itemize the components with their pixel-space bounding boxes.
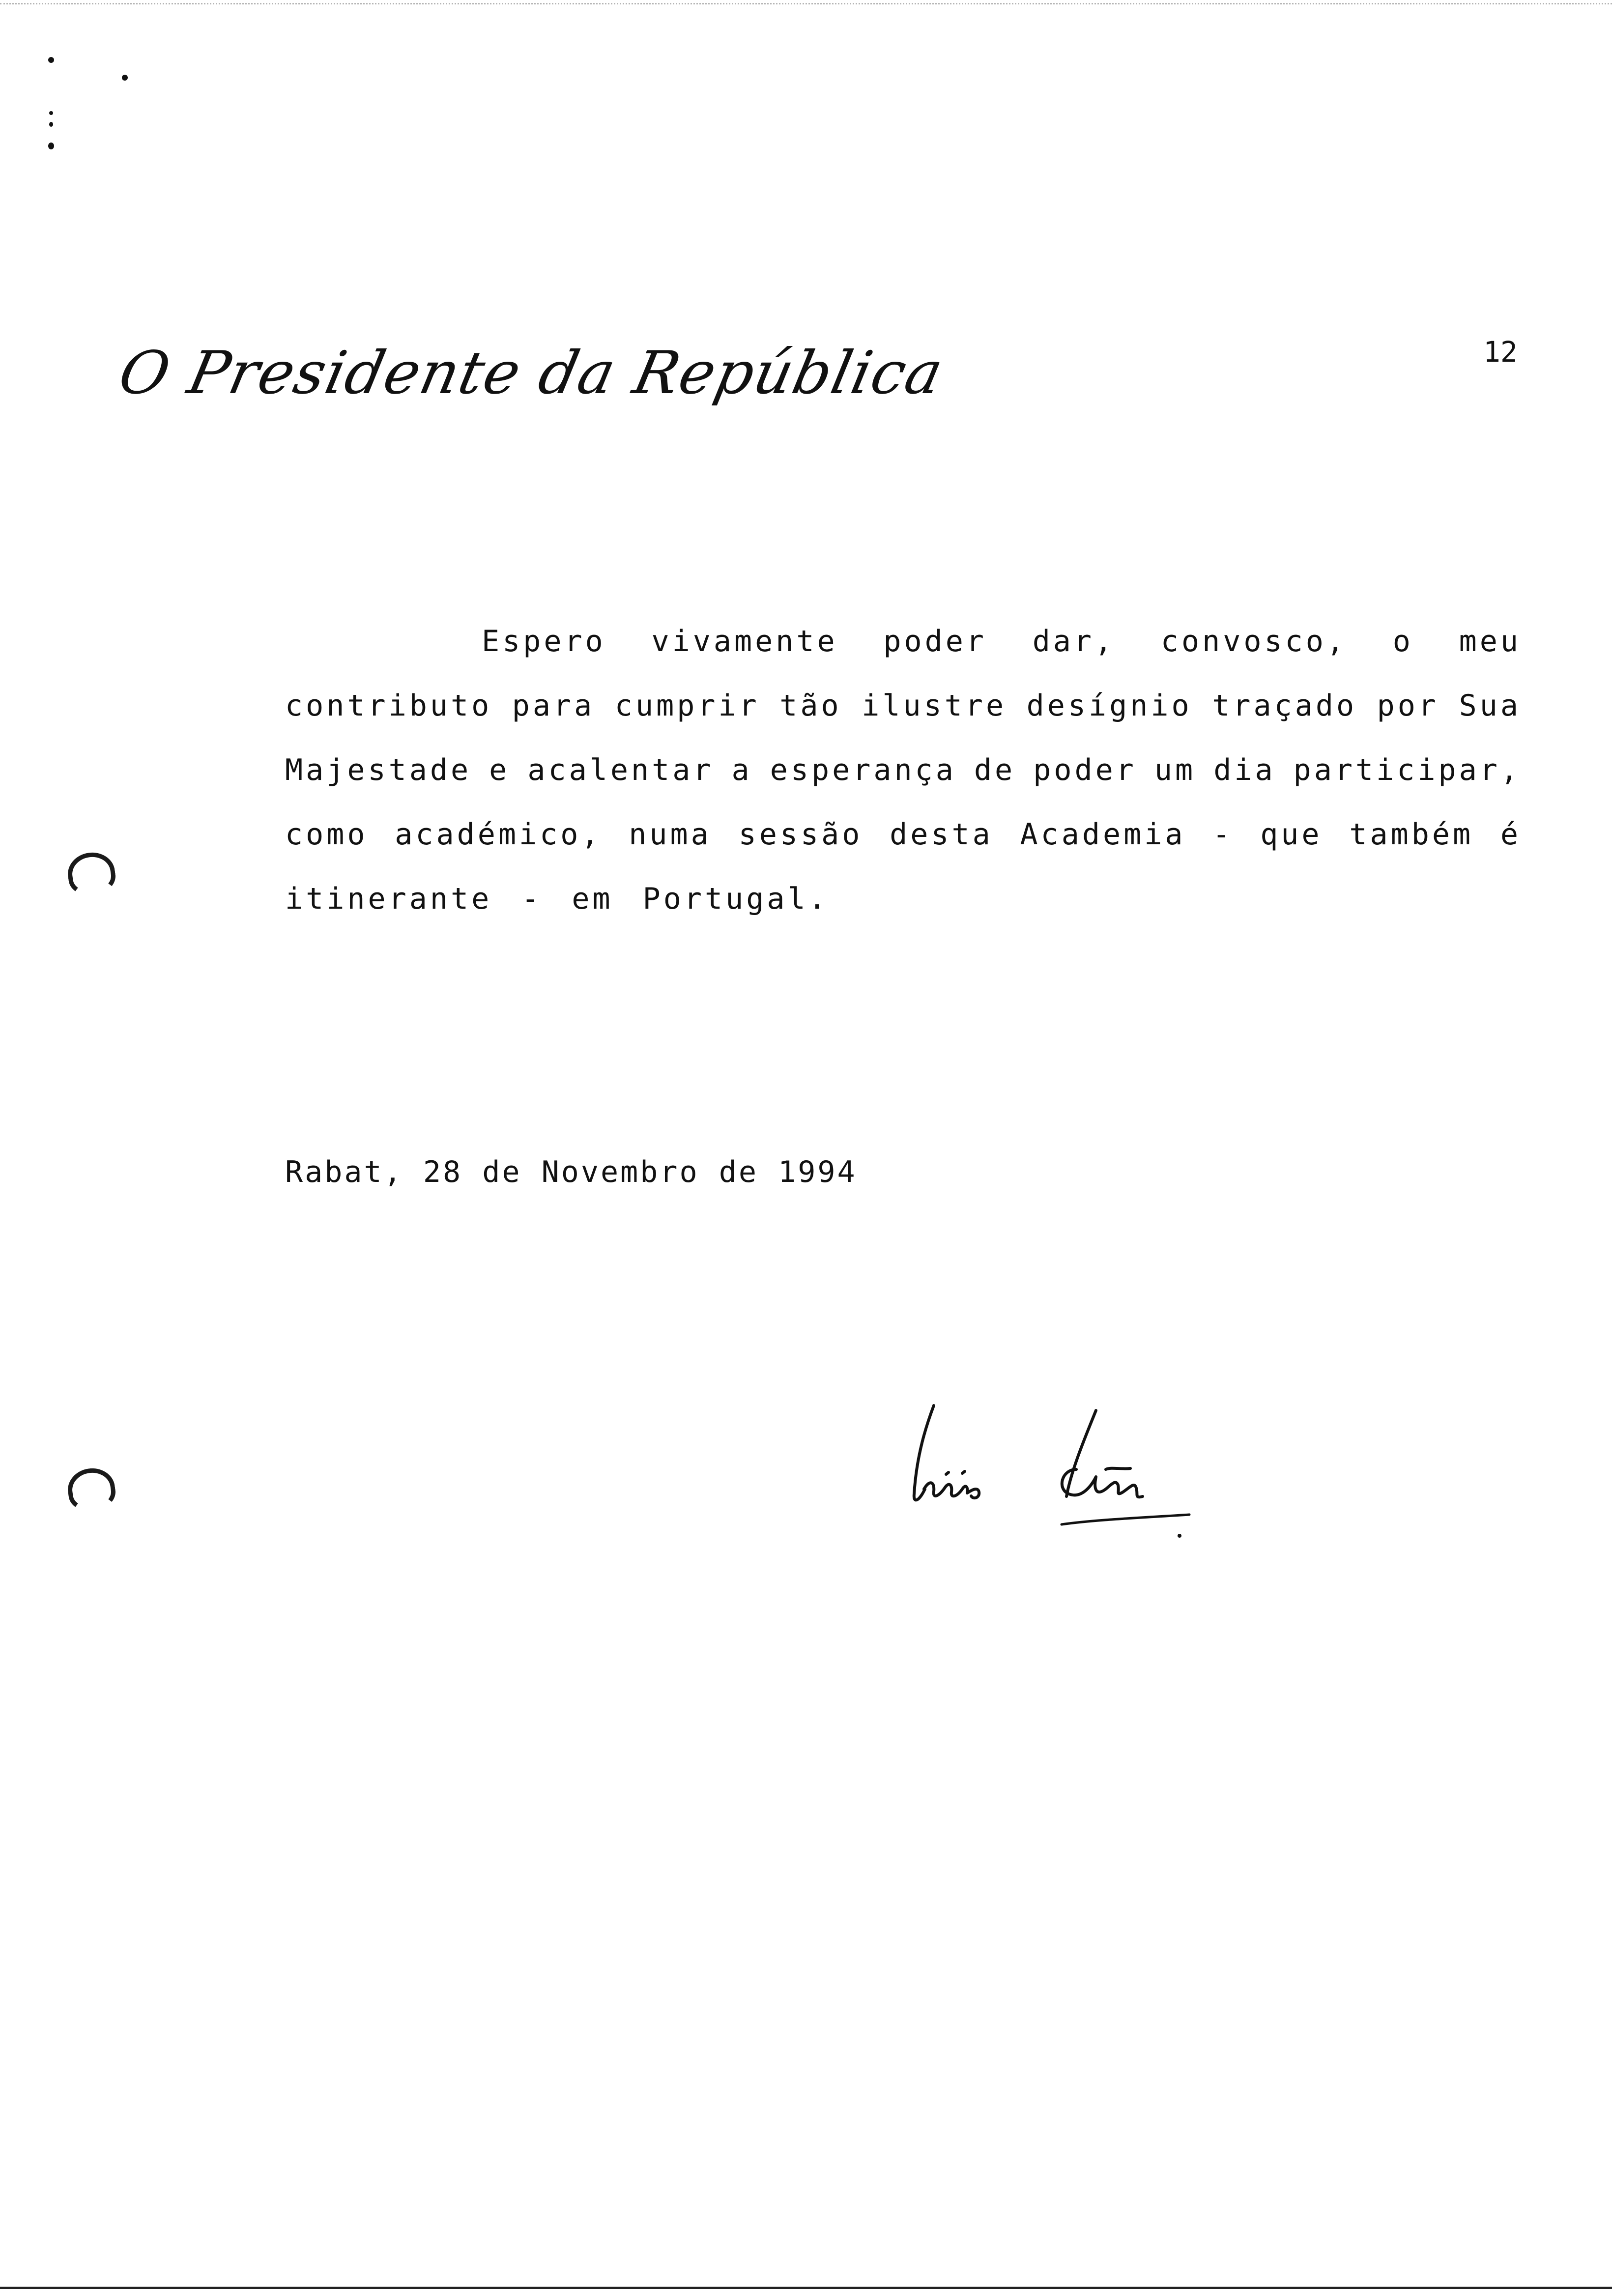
body-word: de <box>974 753 1016 787</box>
body-line <box>285 686 1521 725</box>
body-word: traçado <box>1212 689 1357 723</box>
handwritten-signature <box>899 1396 1204 1543</box>
body-word: acalentar <box>527 753 714 787</box>
scan-speck <box>49 122 53 127</box>
body-word: é <box>1500 817 1521 852</box>
punch-hole-icon <box>65 850 118 897</box>
body-word: para <box>512 689 595 723</box>
body-word: académico, <box>395 817 602 852</box>
scan-speck <box>48 57 54 63</box>
body-line <box>482 622 1521 661</box>
body-word: Academia <box>1020 817 1186 852</box>
page-number: 12 <box>1483 335 1518 369</box>
body-word: ilustre <box>862 689 1007 723</box>
body-word: desígnio <box>1026 689 1192 723</box>
body-word: como <box>285 817 368 852</box>
body-word: Majestade <box>285 753 472 787</box>
place-date: Rabat, 28 de Novembro de 1994 <box>285 1155 857 1189</box>
body-word: poder <box>1033 753 1137 787</box>
body-word: que <box>1260 817 1323 852</box>
body-word: convosco, <box>1160 624 1348 659</box>
body-line <box>285 750 1521 790</box>
body-word: Espero <box>482 624 606 659</box>
body-word: o <box>1392 624 1413 659</box>
body-word: por <box>1377 689 1439 723</box>
body-word: vivamente <box>651 624 838 659</box>
body-word: e <box>489 753 510 787</box>
body-word: um <box>1154 753 1196 787</box>
body-word: esperança <box>770 753 956 787</box>
body-word: meu <box>1459 624 1521 659</box>
scan-speck <box>48 143 54 149</box>
scan-top-edge <box>0 3 1612 4</box>
body-word: itinerante <box>285 882 492 916</box>
body-word: cumprir <box>614 689 760 723</box>
punch-hole-icon <box>65 1465 118 1513</box>
body-word: - <box>521 882 543 916</box>
body-line <box>285 879 829 918</box>
body-word: em <box>572 882 613 916</box>
body-word: a <box>731 753 752 787</box>
body-word: participar, <box>1293 753 1521 787</box>
scan-bottom-edge <box>0 2287 1612 2289</box>
body-word: tão <box>779 689 842 723</box>
body-line <box>285 815 1521 854</box>
body-word: sessão <box>738 817 863 852</box>
scan-speck <box>122 75 128 81</box>
body-word: Sua <box>1459 689 1521 723</box>
body-word: também <box>1349 817 1474 852</box>
body-word: - <box>1212 817 1234 852</box>
body-word: dia <box>1213 753 1276 787</box>
body-word: numa <box>629 817 712 852</box>
scan-speck <box>49 111 53 115</box>
letterhead-title: O Presidente da República <box>113 339 950 407</box>
body-word: dar, <box>1032 624 1116 659</box>
body-word: contributo <box>285 689 492 723</box>
body-word: Portugal. <box>642 882 829 916</box>
body-word: desta <box>890 817 993 852</box>
body-word: poder <box>883 624 987 659</box>
